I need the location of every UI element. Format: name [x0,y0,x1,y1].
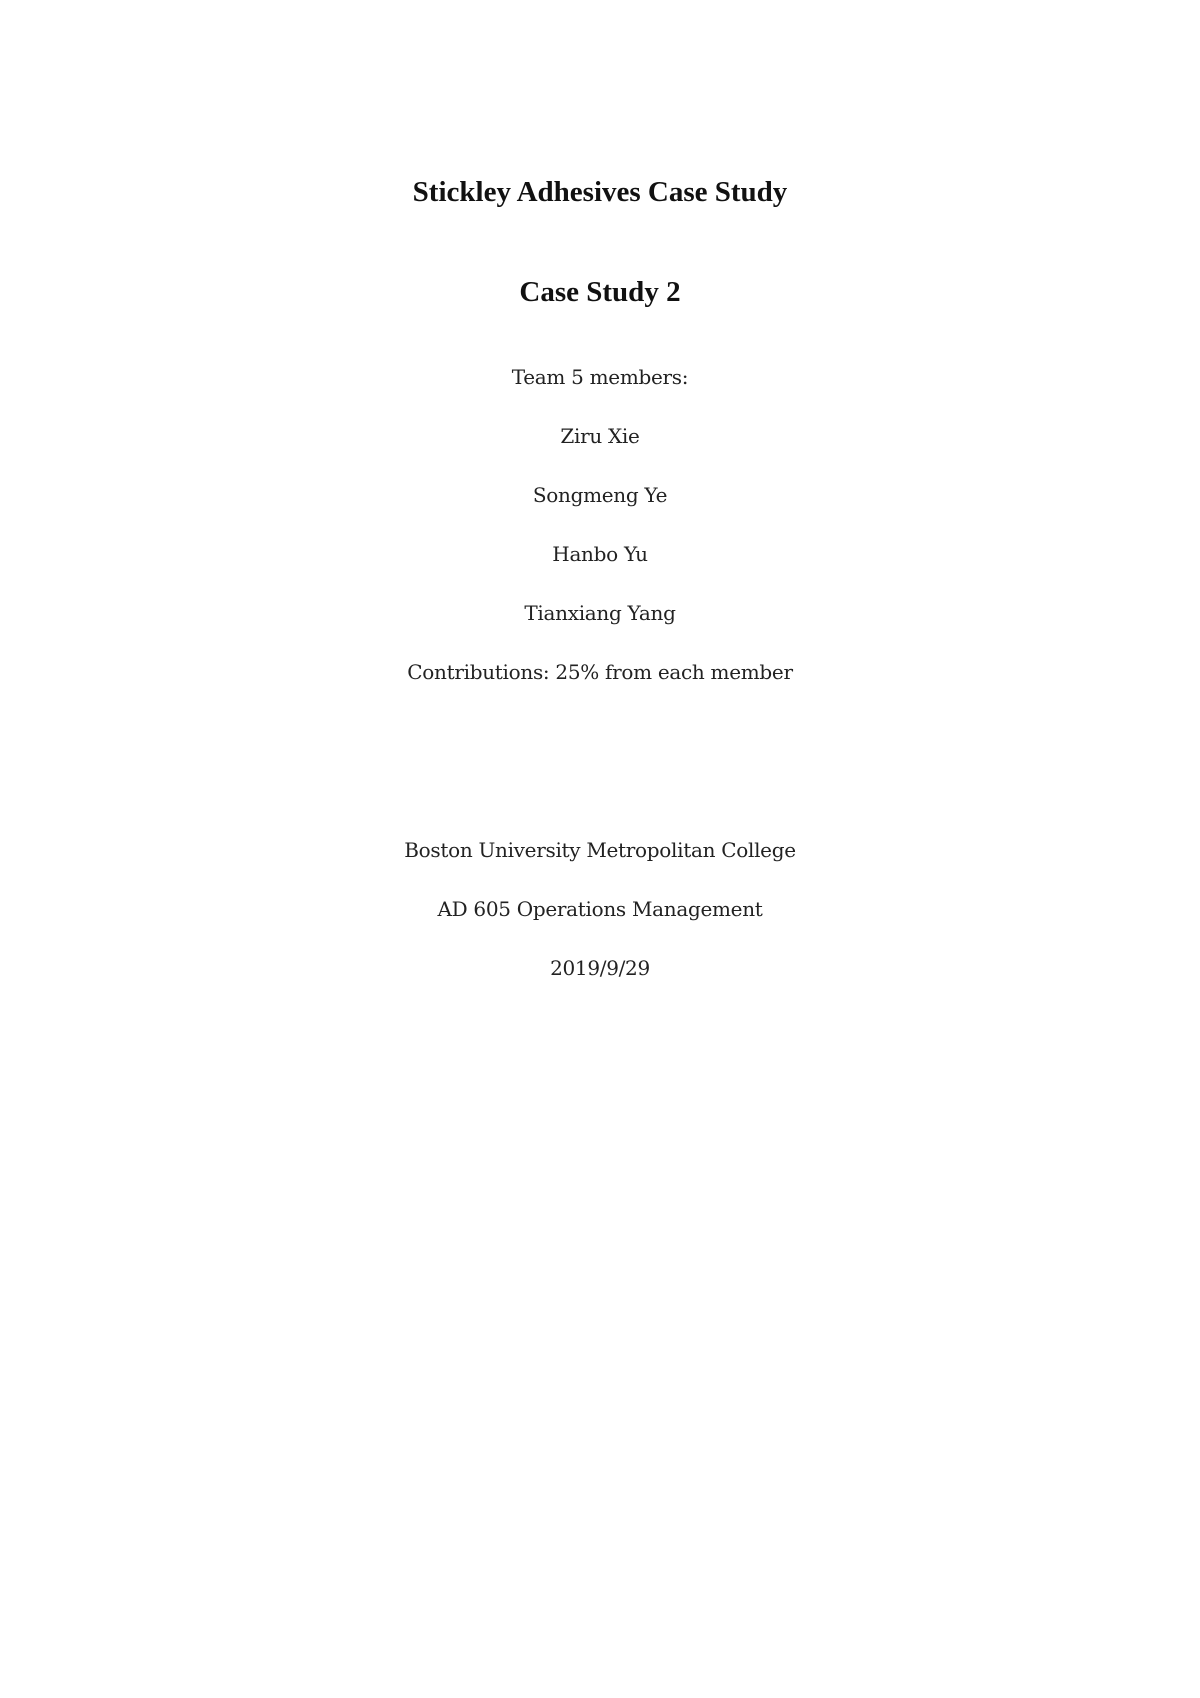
team-member: Hanbo Yu [552,542,648,566]
team-member: Tianxiang Yang [524,601,676,625]
course-name: AD 605 Operations Management [437,897,763,921]
team-heading: Team 5 members: [511,365,689,389]
document-date: 2019/9/29 [550,956,650,980]
team-member: Songmeng Ye [532,483,668,507]
document-title: Stickley Adhesives Case Study [412,176,788,208]
team-member: Ziru Xie [560,424,640,448]
institution-name: Boston University Metropolitan College [404,838,796,862]
document-subtitle: Case Study 2 [519,276,681,308]
contributions-note: Contributions: 25% from each member [407,660,793,684]
